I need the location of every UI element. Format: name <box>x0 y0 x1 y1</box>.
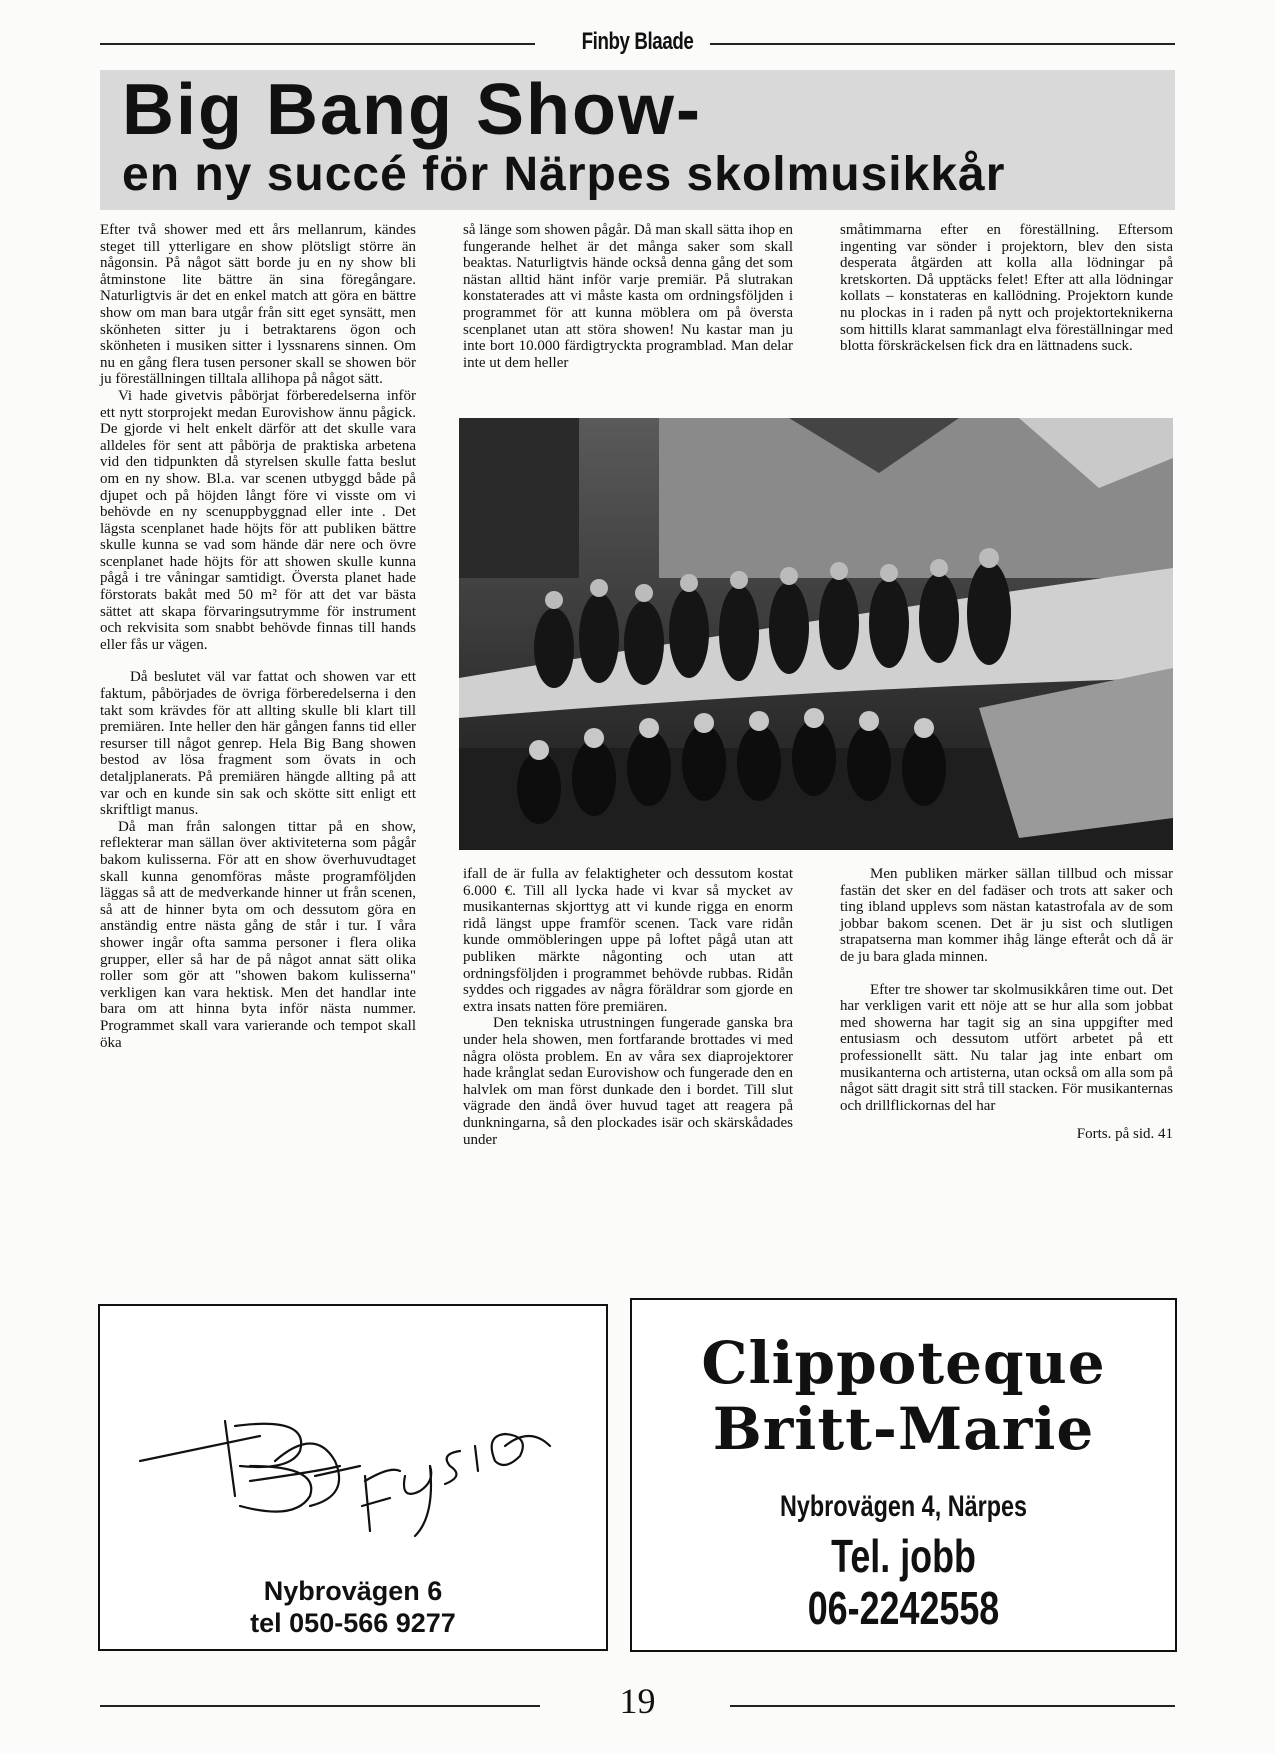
band-photo <box>459 418 1173 850</box>
fysio-ad <box>98 1304 608 1651</box>
fysio-phone: tel 050-566 9277 <box>250 1608 456 1638</box>
publication-title: Finby Blaade <box>581 28 694 55</box>
fysio-address: Nybrovägen 6 <box>263 1576 443 1606</box>
footer-rule-right <box>730 1705 1175 1707</box>
clippoteque-tel-label: Tel. jobb <box>831 1530 976 1582</box>
paragraph: Vi hade givetvis påbörjat förberedelserna inför ett nytt storprojekt medan Eurovishow ännu pågick. De gjorde vi helt enkelt därför att det skulle vara alldeles för sent att påbörja de praktiska arbetena vid den tidpunkten då styrelsen skulle fatta beslut om en ny show. Bl.a. var scenen utbyggd både på djupet och på höjden långt före vi visste om vi behövde en ny scenuppbyggnad eller inte . Det lägsta scenplanet hade höjts för att publiken bättre skulle kunna se vad som hände där nere och övre scenplanet hade höjts för att showen skulle kunna pågå i tre våningar samtidigt. Översta planet hade förstorats bakåt med 50 m² för att det var bästa sättet att skapa förvaringsutrymme för instrument och rekvisita som snabbt behövde finnas till hands eller fås ur vägen. <box>100 387 416 653</box>
headline-sub: en ny succé för Närpes skolmusikkår <box>122 148 1006 201</box>
clippoteque-ad <box>630 1298 1177 1652</box>
continued-note: Forts. på sid. 41 <box>1076 1126 1173 1143</box>
fysio-logo <box>100 1366 606 1566</box>
headline-main: Big Bang Show- <box>122 70 702 150</box>
paragraph: Då man från salongen tittar på en show, reflekterar man sällan över aktiviteterna som pågår bakom kulisserna. För att en show överhuvudtaget skall kunna genomföras måste programföljden läggas så att de medverkande hinner ut från scenen, så att de hinner byta om och dessutom göra en anständig entre nästa gång de står i tur. I våra shower ingår ofta samma personer i flera olika grupper, eller så har de på något annat sätt olika roller som gör att "showen bakom kulisserna" verkligen kan vara hektisk. Men det handlar inte bara om att hinna byta inför nästa nummer. Programmet skall vara varierande och tempot skall öka <box>100 818 416 1051</box>
clippoteque-tel-number: 06-2242558 <box>807 1582 1000 1634</box>
clippoteque-address: Nybrovägen 4, Närpes <box>779 1490 1028 1523</box>
article-column-3-bottom <box>840 866 1173 1143</box>
article-column-2-top <box>463 222 793 371</box>
paragraph: ifall de är fulla av felaktigheter och dessutom kostat 6.000 €. Till all lycka hade vi kvar så mycket av musikanternas skjorttyg att vi kunde rigga en enorm ridå längst uppe framför scenen. Tack vare ridån kunde ommöbleringen uppe på loftet pågå utan att publiken märkte någonting och utan att ordningsföljden i programmet behövde rubbas. Ridån syddes och riggades av några föräldrar som gjorde en extra insats natten före premiären. <box>463 866 793 1015</box>
header-rule-right <box>710 43 1175 45</box>
paragraph: Efter tre shower tar skolmusikkåren time out. Det har verkligen varit ett nöje att se hur alla som jobbat med showerna har tagit sig an sina uppgifter med entusiasm och dessutom utfört arbetet på ett professionellt sätt. Nu talar jag inte enbart om musikanterna och artisterna, utan också om alla som på något sätt dragit sitt strå till stacken. För musikanternas och drillflickornas del har <box>840 981 1173 1114</box>
paragraph: så länge som showen pågår. Då man skall sätta ihop en fungerande helhet är det många saker som skall beaktas. Naturligtvis hände också denna gång det som nästan alltid hänt inför varje premiär. På slutrakan konstaterades att vi måste kasta om ordningsföljden i programmet för att kunna möblera om på översta scenplanet utan att störa showen! Nu kastar man ju inte bort 10.000 färdigtryckta programblad. Man delar inte ut dem heller <box>463 222 793 371</box>
paragraph: Efter två shower med ett års mellanrum, kändes steget till ytterligare en show plötsligt större än någonsin. På något sätt borde ju en ny show bli åtminstone lite bättre än sina föregångare. Naturligtvis är det en enkel match att göra en bättre show om man bara utgår från sitt eget synsätt, men skönheten sitter ju i betraktarens ögon och skönheten i musiken sitter i lyssnarens sinnen. Om nu en gång flera tusen personer skall se showen bör ju föreställningen tilltala allihopa på något sätt. <box>100 222 416 388</box>
article-column-3-top <box>840 222 1173 355</box>
article-column-2-bottom <box>463 866 793 1148</box>
paragraph: Då beslutet väl var fattat och showen var ett faktum, påbörjades de övriga förberedelserna i den takt som krävdes för att allting skulle bli klart till premiären. Inte heller den här gången fanns tid eller resurser till något genrep. Hela Big Bang showen bestod av lösa fragment som övats in och detaljplanerats. På premiären hängde allting på att var och en kunde sin sak och skötte sitt enligt ett skriftligt manus. <box>100 669 416 819</box>
paragraph: Den tekniska utrustningen fungerade ganska bra under hela showen, men fortfarande brottades vi med några olösta problem. En av våra sex diaprojektorer hade krånglat sedan Eurovishow och fungerade den en halvlek om man först dunkade den i bordet. Till slut vägrade den ändå över huvud taget att reagera på dunkningarna, så den plockades isär och skärskådades under <box>463 1015 793 1148</box>
clippoteque-name-1: Clippoteque <box>701 1329 1106 1397</box>
paragraph: småtimmarna efter en föreställning. Eftersom ingenting var sönder i projektorn, blev den sista desperata åtgärden att kolla alla lödningar på kretskorten. Då upptäcks felet! Efter att alla lödningar kollats – konstateras en kallödning. Projektorn kunde nu plockas in i raden på nytt och projektorteknikerna som hittills klarat sammanlagt elva föreställningar med blotta förskräckelsen fick dra en lättnadens suck. <box>840 222 1173 355</box>
article-column-1 <box>100 222 416 1051</box>
paragraph: Men publiken märker sällan tillbud och missar fastän det sker en del fadäser och trots att saker och ting ibland upplevs som nästan katastrofala av de som jobbar bakom scenen. Det är ju sist och slutligen strapatserna man kommer ihåg länge efteråt och då är de ju bara glada minnen. <box>840 866 1173 965</box>
clippoteque-name-2: Britt-Marie <box>712 1395 1095 1463</box>
page-number: 19 <box>619 1681 656 1721</box>
